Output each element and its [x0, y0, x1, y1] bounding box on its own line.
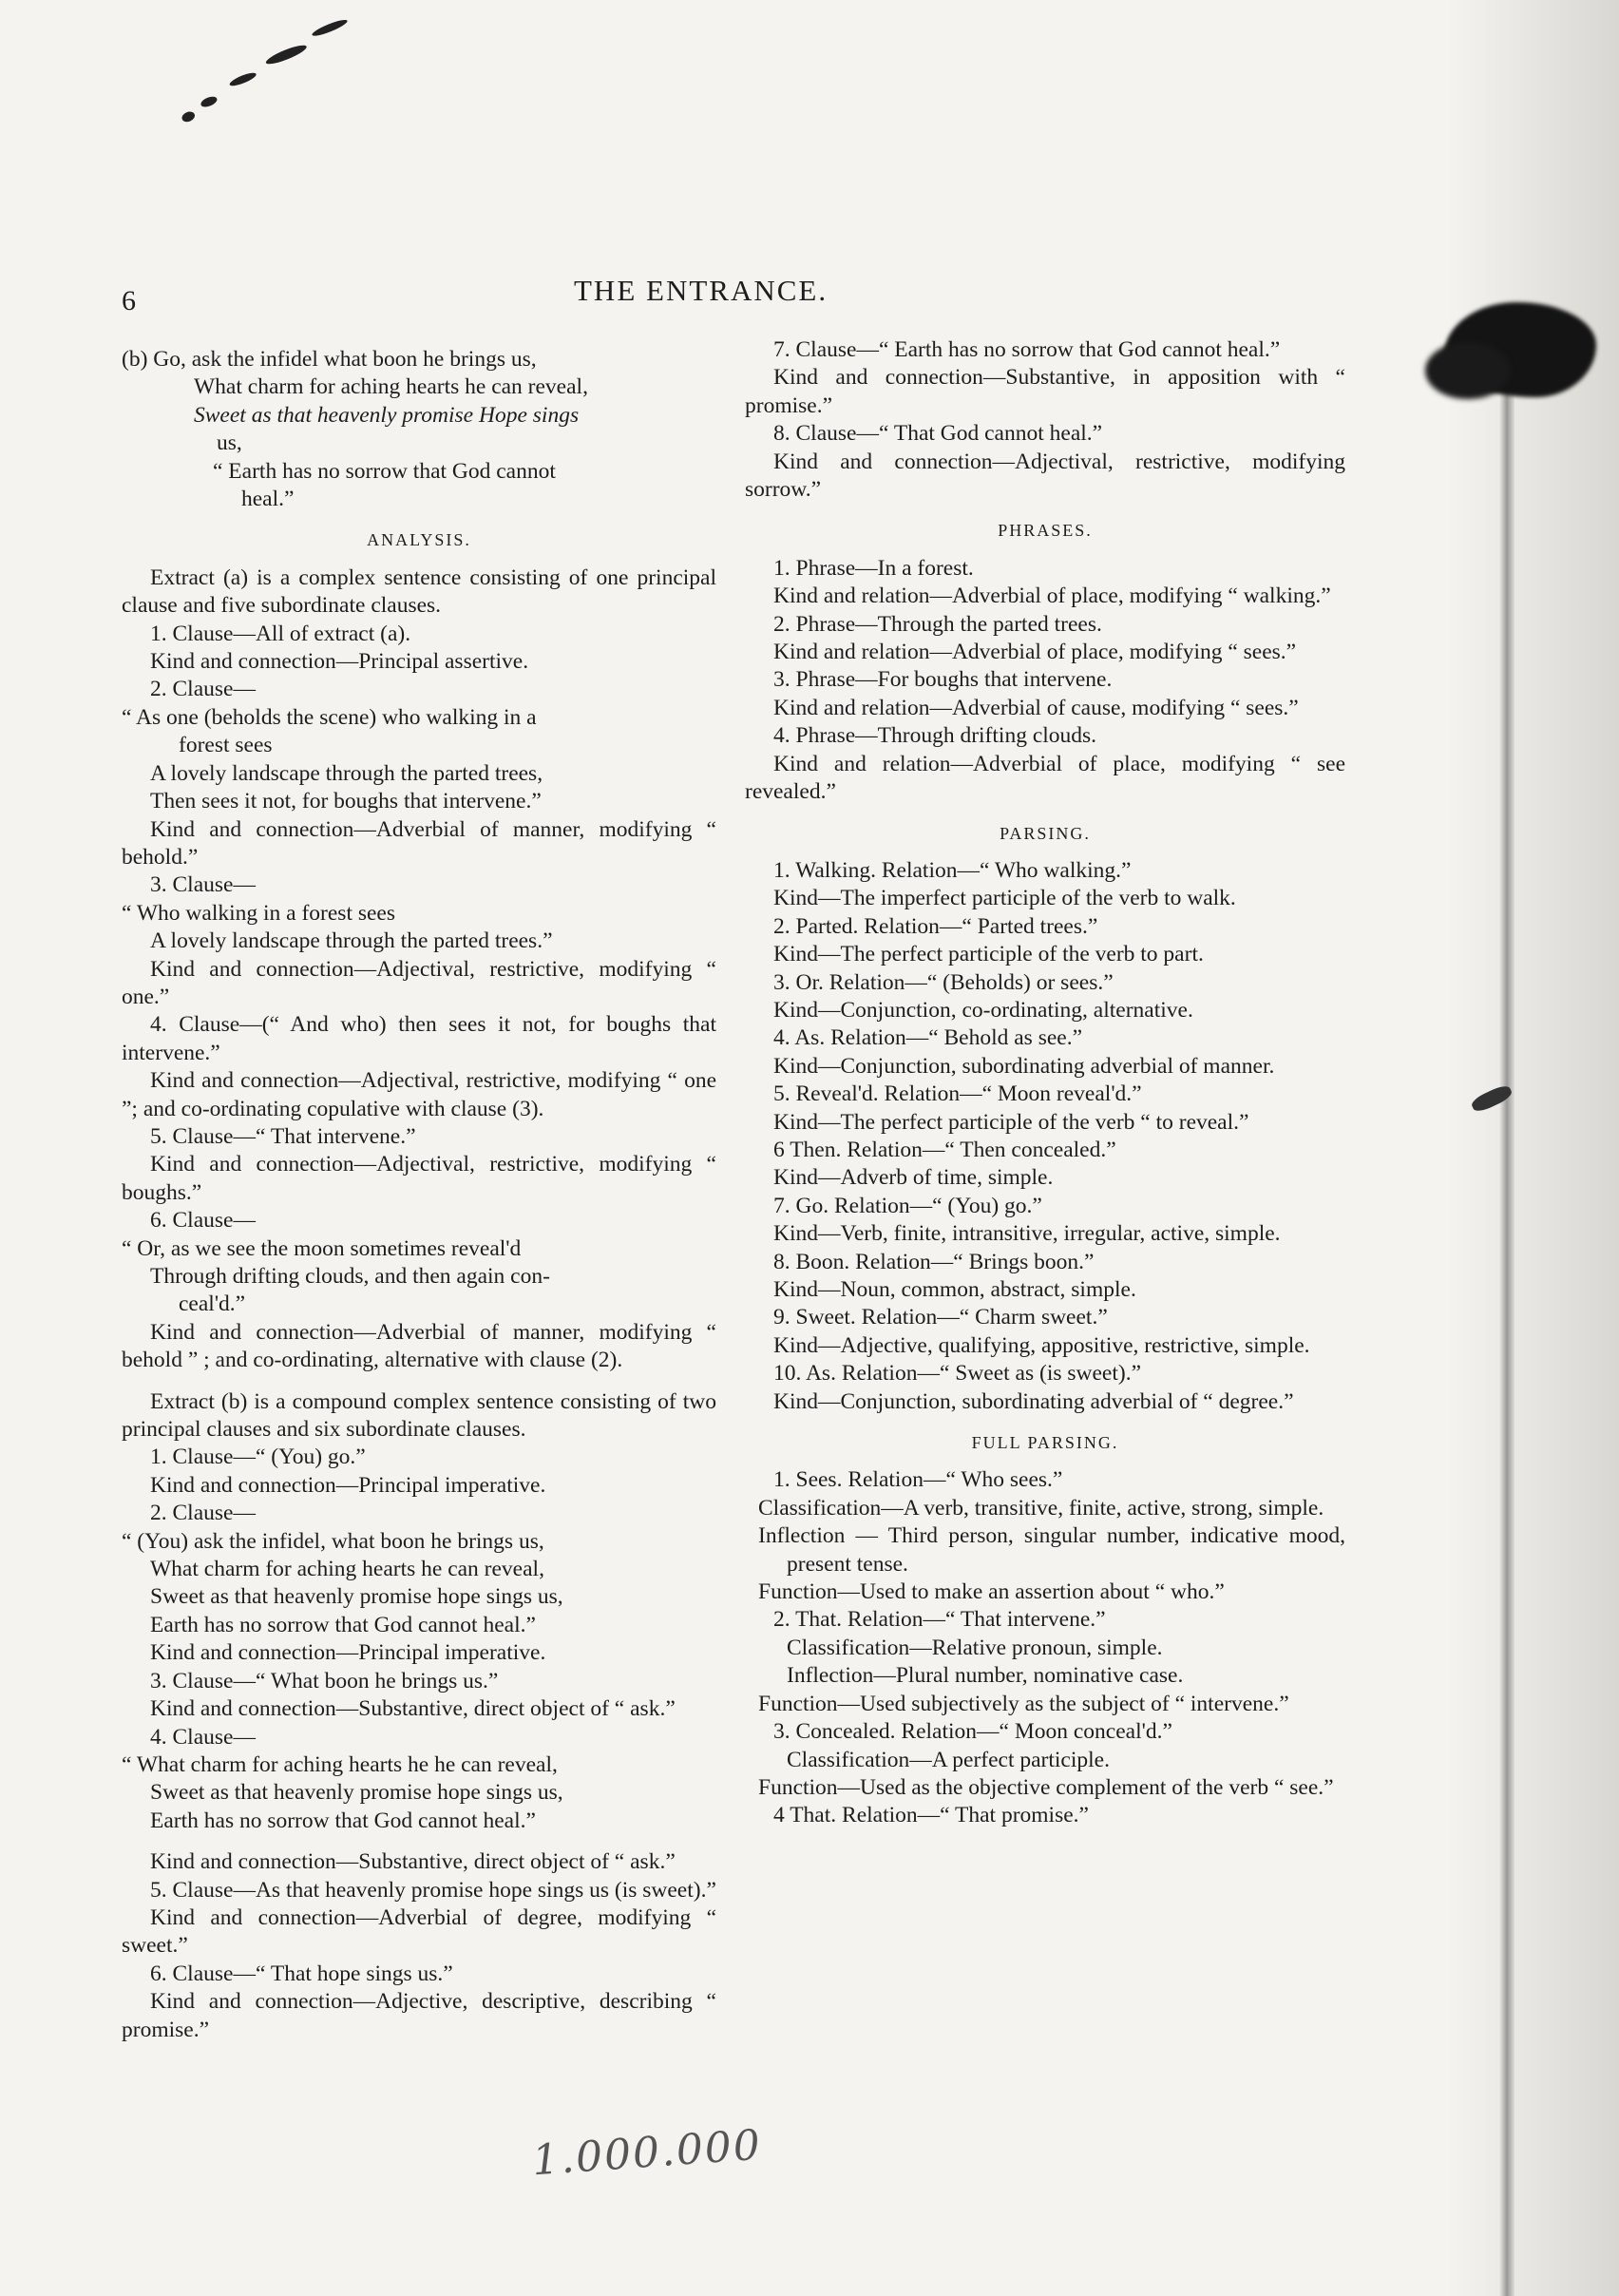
- analysis-line: Kind and connection—Adverbial of manner, modifying “ behold.”: [122, 816, 716, 870]
- section-heading-analysis: ANALYSIS.: [367, 530, 471, 550]
- analysis-line: Then sees it not, for boughs that intervene.”: [150, 789, 542, 814]
- full-parsing-line: 4 That. Relation—“ That promise.”: [773, 1803, 1089, 1828]
- analysis-line: What charm for aching hearts he can reveal,: [150, 1557, 544, 1582]
- full-parsing-line: Classification—Relative pronoun, simple.: [787, 1635, 1163, 1660]
- analysis-line: Kind and connection—Adverbial of manner, modifying “ behold ” ; and co-ordinating, alternative with clause (2).: [122, 1319, 716, 1373]
- analysis-line: A lovely landscape through the parted trees.”: [150, 928, 553, 954]
- phrase-line: 4. Phrase—Through drifting clouds.: [773, 723, 1097, 749]
- full-parsing-line: 1. Sees. Relation—“ Who sees.”: [773, 1467, 1063, 1493]
- analysis-line: Kind and connection—Principal assertive.: [150, 649, 529, 675]
- analysis-line: ceal'd.”: [179, 1292, 246, 1317]
- parsing-line: Kind—The perfect participle of the verb “ to reveal.”: [773, 1109, 1249, 1135]
- full-parsing-line: Function—Used to make an assertion about “ who.”: [758, 1579, 1225, 1605]
- poem-line: us,: [217, 430, 242, 456]
- phrase-line: 2. Phrase—Through the parted trees.: [773, 611, 1102, 637]
- analysis-line: Extract (a) is a complex sentence consisting of one principal clause and five subordinate clauses.: [122, 564, 716, 619]
- section-heading-parsing: PARSING.: [1000, 823, 1091, 843]
- full-parsing-line: Classification—A verb, transitive, finite, active, strong, simple.: [758, 1495, 1324, 1521]
- phrase-line: Kind and relation—Adverbial of place, modifying “ sees.”: [773, 640, 1297, 665]
- analysis-line: Through drifting clouds, and then again con-: [150, 1264, 550, 1289]
- full-parsing-line: 2. That. Relation—“ That intervene.”: [773, 1607, 1106, 1633]
- parsing-line: 1. Walking. Relation—“ Who walking.”: [773, 857, 1132, 883]
- analysis-line: Kind and connection—Adjectival, restrictive, modifying “ boughs.”: [122, 1152, 716, 1205]
- phrase-line: Kind and relation—Adverbial of cause, modifying “ sees.”: [773, 695, 1299, 720]
- parsing-line: 8. Boon. Relation—“ Brings boon.”: [773, 1249, 1095, 1274]
- analysis-line: Kind and connection—Adjectival, restrictive, modifying “ one.”: [122, 956, 716, 1009]
- ink-blot-small: [1425, 342, 1511, 399]
- analysis-line: “ As one (beholds the scene) who walking in a: [122, 704, 537, 730]
- parsing-line: Kind—Adverb of time, simple.: [773, 1165, 1054, 1191]
- analysis-line: 5. Clause—As that heavenly promise hope sings us (is sweet).”: [150, 1877, 716, 1903]
- full-parsing-line: Function—Used as the objective complement of the verb “ see.”: [758, 1774, 1334, 1800]
- section-heading-full-parsing: FULL PARSING.: [971, 1433, 1119, 1453]
- parsing-line: Kind—Conjunction, subordinating adverbial of manner.: [773, 1053, 1275, 1079]
- parsing-line: Kind—Conjunction, subordinating adverbial of “ degree.”: [773, 1388, 1294, 1414]
- parsing-line: 2. Parted. Relation—“ Parted trees.”: [773, 913, 1098, 939]
- parsing-line: 10. As. Relation—“ Sweet as (is sweet).”: [773, 1361, 1142, 1387]
- analysis-line: “ What charm for aching hearts he he can reveal,: [122, 1751, 558, 1777]
- analysis-line: Earth has no sorrow that God cannot heal.”: [150, 1808, 536, 1833]
- analysis-line: Extract (b) is a compound complex sentence consisting of two principal clauses and six subordinate clauses.: [122, 1388, 716, 1443]
- page-number: 6: [122, 285, 136, 316]
- full-parsing-line: Inflection — Third person, singular number, indicative mood, present tense.: [758, 1523, 1345, 1577]
- analysis-line: 4. Clause—: [150, 1724, 256, 1750]
- poem-line: “ Earth has no sorrow that God cannot: [213, 458, 556, 484]
- parsing-line: 5. Reveal'd. Relation—“ Moon reveal'd.”: [773, 1081, 1142, 1107]
- full-parsing-line: Inflection—Plural number, nominative case.: [787, 1663, 1184, 1689]
- parsing-line: Kind—Noun, common, abstract, simple.: [773, 1277, 1136, 1302]
- analysis-line: 8. Clause—“ That God cannot heal.”: [773, 421, 1103, 447]
- analysis-line: 7. Clause—“ Earth has no sorrow that God cannot heal.”: [773, 337, 1281, 362]
- parsing-line: Kind—The perfect participle of the verb to part.: [773, 942, 1204, 967]
- analysis-line: 1. Clause—“ (You) go.”: [150, 1445, 366, 1470]
- parsing-line: Kind—Verb, finite, intransitive, irregular, active, simple.: [773, 1221, 1281, 1247]
- analysis-line: Kind and connection—Adverbial of degree, modifying “ sweet.”: [122, 1904, 716, 1959]
- handwritten-note: 1.000.000: [530, 2120, 764, 2186]
- analysis-line: 6. Clause—: [150, 1208, 256, 1234]
- analysis-line: “ Who walking in a forest sees: [122, 900, 396, 926]
- analysis-line: 5. Clause—“ That intervene.”: [150, 1123, 416, 1149]
- analysis-line: Earth has no sorrow that God cannot heal.”: [150, 1612, 536, 1637]
- analysis-line: Kind and connection—Substantive, direct object of “ ask.”: [150, 1849, 676, 1875]
- phrase-line: Kind and relation—Adverbial of place, modifying “ see revealed.”: [745, 751, 1345, 805]
- page-fold-shadow: [1499, 342, 1514, 2296]
- analysis-line: “ (You) ask the infidel, what boon he brings us,: [122, 1528, 544, 1554]
- analysis-line: Sweet as that heavenly promise hope sings us,: [150, 1780, 563, 1806]
- analysis-line: 2. Clause—: [150, 1501, 256, 1526]
- poem-line: heal.”: [241, 487, 295, 512]
- parsing-line: Kind—Conjunction, co-ordinating, alternative.: [773, 997, 1193, 1023]
- poem-line: Sweet as that heavenly promise Hope sings: [194, 402, 580, 428]
- poem-line: (b) Go, ask the infidel what boon he brings us,: [122, 347, 537, 372]
- section-heading-phrases: PHRASES.: [998, 521, 1093, 541]
- full-parsing-line: Classification—A perfect participle.: [787, 1747, 1110, 1772]
- analysis-line: A lovely landscape through the parted trees,: [150, 760, 543, 786]
- parsing-line: Kind—The imperfect participle of the verb to walk.: [773, 886, 1236, 911]
- running-head: THE ENTRANCE.: [574, 274, 829, 307]
- left-column: [122, 346, 716, 2044]
- poem-line: What charm for aching hearts he can reveal,: [194, 374, 588, 400]
- phrase-line: 3. Phrase—For boughs that intervene.: [773, 667, 1113, 693]
- full-parsing-line: Function—Used subjectively as the subject of “ intervene.”: [758, 1691, 1289, 1716]
- parsing-line: Kind—Adjective, qualifying, appositive, restrictive, simple.: [773, 1332, 1310, 1358]
- analysis-line: 1. Clause—All of extract (a).: [150, 621, 411, 646]
- analysis-line: “ Or, as we see the moon sometimes reveal'd: [122, 1235, 522, 1261]
- parsing-line: 9. Sweet. Relation—“ Charm sweet.”: [773, 1305, 1108, 1330]
- analysis-line: 4. Clause—(“ And who) then sees it not, for boughs that intervene.”: [122, 1012, 716, 1065]
- parsing-line: 4. As. Relation—“ Behold as see.”: [773, 1025, 1083, 1051]
- phrase-line: 1. Phrase—In a forest.: [773, 555, 974, 581]
- analysis-line: Kind and connection—Adjectival, restrictive, modifying sorrow.”: [745, 449, 1345, 503]
- ink-smudge: [166, 1, 385, 141]
- parsing-line: 6 Then. Relation—“ Then concealed.”: [773, 1137, 1116, 1162]
- phrase-line: Kind and relation—Adverbial of place, modifying “ walking.”: [773, 584, 1331, 609]
- analysis-line: forest sees: [179, 733, 273, 758]
- analysis-line: Kind and connection—Adjective, descriptive, describing “ promise.”: [122, 1989, 716, 2042]
- analysis-line: 3. Clause—: [150, 872, 256, 898]
- parsing-line: 3. Or. Relation—“ (Beholds) or sees.”: [773, 969, 1114, 995]
- analysis-line: Kind and connection—Principal imperative.: [150, 1640, 546, 1666]
- analysis-line: 3. Clause—“ What boon he brings us.”: [150, 1668, 499, 1693]
- parsing-line: 7. Go. Relation—“ (You) go.”: [773, 1193, 1042, 1218]
- analysis-line: Kind and connection—Substantive, direct object of “ ask.”: [150, 1696, 676, 1722]
- right-column: [745, 336, 1345, 1830]
- analysis-line: 6. Clause—“ That hope sings us.”: [150, 1961, 453, 1986]
- analysis-line: 2. Clause—: [150, 677, 256, 702]
- full-parsing-line: 3. Concealed. Relation—“ Moon conceal'd.”: [773, 1719, 1172, 1745]
- analysis-line: Kind and connection—Adjectival, restrictive, modifying “ one ”; and co-ordinating copulative with clause (3).: [122, 1068, 716, 1121]
- analysis-line: Sweet as that heavenly promise hope sings us,: [150, 1584, 563, 1610]
- analysis-line: Kind and connection—Substantive, in apposition with “ promise.”: [745, 365, 1345, 418]
- analysis-line: Kind and connection—Principal imperative.: [150, 1472, 546, 1498]
